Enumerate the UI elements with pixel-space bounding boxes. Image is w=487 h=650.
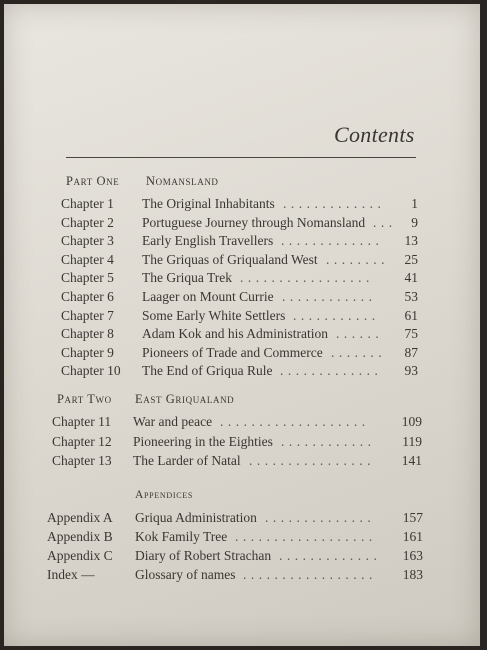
toc-entry-title: The Larder of Natal [133, 453, 241, 468]
toc-entry-number: Chapter 5 [61, 270, 114, 286]
toc-entry-page: 53 [404, 289, 418, 304]
part-one-label: Part One [66, 174, 120, 188]
dot-leader: ............ [282, 289, 377, 304]
toc-entry-title: Laager on Mount Currie [142, 289, 274, 304]
toc-entry-number: Chapter 8 [61, 326, 114, 342]
toc-entry-page: 61 [404, 307, 418, 323]
toc-entry-number: Chapter 10 [61, 363, 121, 379]
toc-entry [52, 434, 422, 452]
dot-leader: ............ [281, 433, 376, 449]
toc-entry-page: 75 [404, 326, 418, 342]
dot-leader: ....... [331, 344, 387, 360]
toc-entry-number: Chapter 4 [61, 251, 114, 267]
toc-entry [47, 567, 423, 585]
toc-entry-page: 93 [404, 363, 418, 379]
toc-entry-title: The Original Inhabitants [142, 196, 275, 211]
toc-entry-number: Chapter 9 [61, 344, 114, 360]
toc-entry-title: Early English Travellers [142, 233, 274, 249]
dot-leader: ... [373, 214, 397, 230]
toc-entry-title: The Griqua Trek [142, 270, 232, 286]
toc-entry-page: 1 [411, 196, 418, 211]
dot-leader: ................. [240, 270, 374, 286]
dot-leader: ............. [279, 548, 382, 563]
toc-entry-number: Chapter 3 [61, 233, 114, 249]
dot-leader: ................... [220, 414, 370, 429]
dot-leader: ........ [326, 251, 389, 267]
toc-entry-page: 41 [404, 270, 418, 286]
toc-entry-page: 119 [402, 433, 422, 449]
toc-entry [61, 326, 418, 344]
toc-entry [61, 345, 418, 363]
dot-leader: .............. [265, 510, 376, 525]
toc-entry-title: The Griquas of Griqualand West [142, 251, 318, 267]
toc-entry [61, 215, 418, 233]
toc-entry-number: Index — [47, 567, 95, 582]
toc-entry-title: Pioneers of Trade and Commerce [142, 344, 323, 360]
dot-leader: .................. [235, 529, 377, 544]
appendices-heading: Appendices [135, 489, 193, 501]
part-one-name: Nomansland [146, 174, 219, 188]
toc-entry-number: Chapter 1 [61, 196, 114, 211]
dot-leader: ................. [243, 567, 377, 582]
toc-entry [52, 453, 422, 471]
part-two-label: Part Two [57, 392, 112, 406]
toc-entry-page: 161 [402, 529, 423, 544]
toc-entry [61, 289, 418, 307]
toc-entry-page: 157 [402, 510, 423, 525]
toc-entry-number: Chapter 13 [52, 453, 112, 468]
toc-entry-page: 109 [401, 414, 422, 429]
toc-entry [61, 233, 418, 251]
toc-entry-page: 9 [411, 214, 418, 230]
toc-entry [61, 252, 418, 270]
toc-entry-number: Appendix B [47, 529, 113, 544]
toc-entry-number: Chapter 6 [61, 289, 114, 304]
toc-entry-title: Kok Family Tree [135, 529, 228, 544]
toc-entry [61, 308, 418, 326]
toc-entry-title: Pioneering in the Eighties [133, 433, 273, 449]
toc-entry-number: Chapter 12 [52, 433, 112, 449]
toc-entry-page: 25 [404, 251, 418, 267]
toc-entry-page: 13 [404, 233, 418, 249]
book-page [4, 4, 480, 646]
toc-entry [47, 510, 423, 528]
toc-entry-page: 141 [401, 453, 422, 468]
toc-entry-title: The End of Griqua Rule [142, 363, 273, 379]
toc-entry-title: War and peace [133, 414, 213, 429]
toc-entry-page: 163 [402, 548, 423, 563]
toc-entry [47, 548, 423, 566]
toc-entry-page: 87 [404, 344, 418, 360]
dot-leader: ........... [293, 307, 380, 323]
title-rule [66, 157, 416, 158]
toc-entry [47, 529, 423, 547]
toc-entry-number: Chapter 2 [61, 214, 114, 230]
dot-leader: ................ [249, 453, 375, 468]
toc-entry-title: Adam Kok and his Administration [142, 326, 328, 342]
dot-leader: ............. [280, 363, 383, 379]
toc-entry-title: Some Early White Settlers [142, 307, 286, 323]
toc-entry-number: Appendix C [47, 548, 113, 563]
toc-entry-number: Appendix A [47, 510, 113, 525]
dot-leader: ............. [281, 233, 384, 249]
toc-entry-title: Diary of Robert Strachan [135, 548, 272, 563]
part-two-name: East Griqualand [135, 392, 235, 406]
toc-entry-title: Glossary of names [135, 567, 236, 582]
toc-entry [52, 414, 422, 432]
toc-entry-title: Portuguese Journey through Nomansland [142, 214, 366, 230]
toc-entry [61, 196, 418, 214]
toc-entry-number: Chapter 7 [61, 307, 114, 323]
toc-entry [61, 270, 418, 288]
dot-leader: ............. [283, 196, 386, 211]
page-title: Contents [334, 122, 415, 147]
dot-leader: ...... [336, 326, 384, 342]
toc-entry-title: Griqua Administration [135, 510, 257, 525]
toc-entry-number: Chapter 11 [52, 414, 112, 429]
toc-entry-page: 183 [402, 567, 423, 582]
toc-entry [61, 363, 418, 381]
